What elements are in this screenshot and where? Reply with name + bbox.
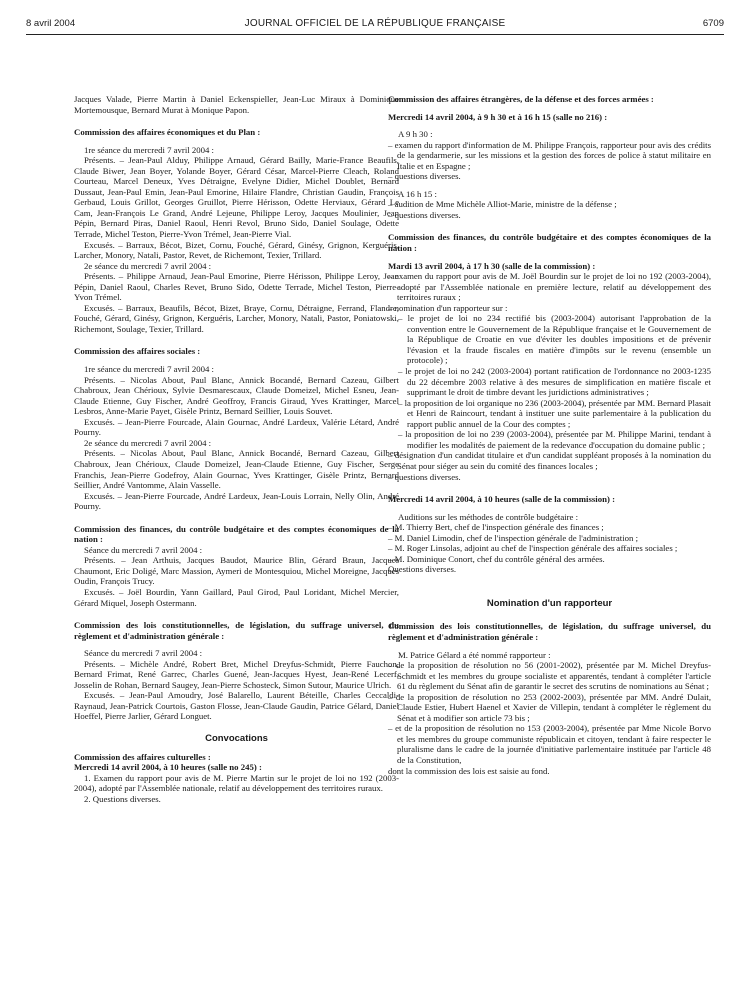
section-heading: Mercredi 14 avril 2004, à 9 h 30 et à 16 h 15 (salle no 216) :: [388, 111, 608, 122]
list-item: – examen du rapport d'information de M. Philippe François, rapporteur pour avis des crédits de la gendarmerie, sur les missions et la gestion des forces de police à statut militaire en Italie et en Espagne ;: [388, 139, 711, 171]
paragraph: Excusés. – Jean-Pierre Fourcade, André Lardeux, Jean-Louis Lorrain, Nelly Olin, André Pourny.: [74, 490, 399, 512]
spacer: [74, 512, 399, 524]
spacer: [74, 115, 399, 127]
section-heading: Commission des affaires économiques et du Plan :: [74, 127, 261, 138]
left-column: [74, 94, 399, 804]
paragraph: Séance du mercredi 7 avril 2004 :: [84, 544, 203, 555]
paragraph: Excusés. – Barraux, Bécot, Bizet, Cornu, Fouché, Gérard, Ginésy, Grignon, Kerguéris, Larcher, Monory, Natali, Pastor, Revet, de Richemont, Texier, Trillard.: [74, 239, 399, 261]
spacer: [74, 357, 399, 364]
paragraph: Excusés. – Joël Bourdin, Yann Gaillard, Paul Girod, Paul Loridant, Michel Mercier, Gérard Miquel, Joseph Ostermann.: [74, 586, 399, 608]
section-heading: Mercredi 14 avril 2004, à 10 heures (salle no 245) :: [74, 762, 262, 773]
header-title: JOURNAL OFFICIEL DE LA RÉPUBLIQUE FRANÇAISE: [244, 18, 506, 29]
header-page-number: 6709: [702, 18, 724, 29]
spacer: [74, 138, 399, 145]
list-item: – désignation d'un candidat titulaire et d'un candidat suppléant proposés à la nomination du Sénat pour siéger au sein du comité des finances locales ;: [388, 450, 711, 471]
section-heading: Commission des affaires sociales :: [74, 346, 201, 357]
spacer: [388, 482, 711, 494]
spacer: [388, 505, 711, 512]
spacer: [388, 182, 711, 189]
sub-list-item: – le projet de loi no 234 rectifié bis (2003-2004) autorisant l'approbation de la convention entre le Gouvernement de la République française et le Gouvernement de la République de Croatie en vue d'éviter les doubles impositions et de prévenir l'évasion et la fraude fiscales en matière d'impôts sur le revenu (ensemble un protocole) ;: [398, 313, 711, 366]
paragraph: 2e séance du mercredi 7 avril 2004 :: [84, 437, 212, 448]
spacer: [388, 220, 711, 232]
paragraph: Excusés. – Barraux, Beaufils, Bécot, Bizet, Braye, Cornu, Détraigne, Ferrand, Flandre, Fouché, Gérard, Ginésy, Grignon, Kerguéris, Larcher, Monory, Natali, Pastor, Poniatowski, Richemont, Soulage, Texier, Trillard.: [74, 302, 399, 334]
paragraph: Présents. – Michèle André, Robert Bret, Michel Dreyfus-Schmidt, Pierre Fauchon, Bernard Frimat, René Garrec, Charles Guené, Jean-Jacques Hyest, Jean-René Lecerf, Josselin de Rohan, Bernard Saugey, Jean-Pierre Schosteck, Simon Sutour, Maurice Ulrich.: [74, 658, 399, 690]
sub-list-item: – la proposition de loi no 239 (2003-2004), présentée par M. Philippe Marini, tendant à modifier les modalités de paiement de la redevance d'occupation du domaine public ;: [398, 429, 711, 450]
list-item: – examen du rapport pour avis de M. Joël Bourdin sur le projet de loi no 192 (2003-2004), adopté par l'Assemblée nationale en première lecture, relatif au développement des territoires ruraux ;: [388, 271, 711, 303]
paragraph: Excusés. – Jean-Paul Amoudry, José Balarello, Laurent Béteille, Charles Ceccaldi-Raynaud, Jean-Patrick Courtois, Gaston Flosse, Jean-Claude Gaudin, Patrice Gélard, Daniel Hoeffel, Pierre Jarlier, Gérard Longuet.: [74, 690, 399, 722]
right-column: [388, 94, 711, 776]
paragraph: Présents. – Jean-Paul Alduy, Philippe Arnaud, Gérard Bailly, Marie-France Beaufils, Claude Biwer, Jean Boyer, Yolande Boyer, Gérard César, Marcel-Pierre Cleach, Roland Courteau, Marcel Deneux, Yves Détraigne, Evelyne Didier, Michel Doublet, Bernard Dussaut, Jean-Paul Emin, Jean-Paul Emorine, Hilaire Flandre, Christian Gaudin, François Gerbaud, Louis Grillot, Georges Gruillot, Pierre Hérisson, Odette Herviaux, Gérard Le Cam, Jean-François Le Grand, André Lejeune, Philippe Leroy, Jacques Moulinier, Jean Pépin, Bernard Piras, Daniel Raoul, Henri Revol, Bruno Sido, Daniel Soulage, Odette Terrade, Michel Teston, Pierre-Yvon Trémel, Jean-Pierre Vial.: [74, 155, 399, 240]
section-heading: Commission des lois constitutionnelles, de législation, du suffrage universel, du règlement et d'administration générale :: [388, 621, 711, 642]
paragraph: Questions diverses.: [388, 564, 457, 575]
spacer: [388, 105, 711, 112]
section-heading: Commission des lois constitutionnelles, de législation, du suffrage universel, du règlement et d'administration générale :: [74, 620, 399, 641]
sub-list-item: – la proposition de loi organique no 236 (2003-2004), présentée par MM. Bernard Plasait et Henri de Raincourt, tendant à instituer une suite parlementaire à la publication du rapport public annuel de la Cour des comptes ;: [398, 397, 711, 429]
paragraph: Jacques Valade, Pierre Martin à Daniel Eckenspieller, Jean-Luc Miraux à Dominique Mortemousque, Bernard Murat à Monique Papon.: [74, 94, 399, 115]
centered-heading: Convocations: [205, 732, 268, 744]
paragraph: 1re séance du mercredi 7 avril 2004 :: [84, 144, 214, 155]
page-header: [26, 18, 724, 34]
paragraph: Présents. – Nicolas About, Paul Blanc, Annick Bocandé, Bernard Cazeau, Gilbert Chabroux, Jean Chérioux, Sylvie Desmarescaux, Claude Domeizel, Michel Esneu, Jean-Claude Etienne, Guy Fischer, André Geoffroy, Francis Giraud, Yves Krattinger, Marcel Lesbros, Anne-Marie Payet, Gisèle Printz, Bernard Seillier, Louis Souvet.: [74, 374, 399, 417]
list-item: – questions diverses.: [388, 209, 461, 220]
header-date: 8 avril 2004: [26, 18, 76, 29]
paragraph: 2. Questions diverses.: [84, 793, 161, 804]
list-item: – de la proposition de résolution no 253 (2002-2003), présentée par MM. André Dulait, Claude Estier, Hubert Haenel et Xavier de Villepin, tendant à compléter le règlement du Sénat et à modifier son article 73 bis ;: [388, 691, 711, 723]
header-rule: [26, 34, 724, 35]
paragraph: 1re séance du mercredi 7 avril 2004 :: [84, 364, 214, 375]
list-item: – questions diverses.: [388, 171, 461, 182]
section-heading: Commission des finances, du contrôle budgétaire et des comptes économiques de la nation :: [388, 232, 711, 254]
paragraph: Présents. – Jean Arthuis, Jacques Baudot, Maurice Blin, Gérard Braun, Jacques Chaumont, Eric Doligé, Marc Massion, Aymeri de Montesquiou, Michel Moreigne, Jacques Oudin, François Trucy.: [74, 555, 399, 587]
paragraph: Séance du mercredi 7 avril 2004 :: [84, 648, 203, 659]
spacer: [388, 609, 711, 621]
paragraph: A 9 h 30 :: [398, 129, 433, 140]
list-item: – audition de Mme Michèle Alliot-Marie, ministre de la défense ;: [388, 199, 617, 210]
spacer: [388, 643, 711, 650]
list-item: – nomination d'un rapporteur sur :: [388, 302, 508, 313]
centered-heading: Nomination d'un rapporteur: [486, 597, 613, 609]
sub-list-item: – le projet de loi no 242 (2003-2004) portant ratification de l'ordonnance no 2003-1235 du 22 décembre 2003 relative à des mesures de simplification en matière fiscale et supprimant le droit de timbre devant les juridictions administratives ;: [398, 366, 711, 398]
paragraph: 2e séance du mercredi 7 avril 2004 :: [84, 260, 212, 271]
list-item: – M. Thierry Bert, chef de l'inspection générale des finances ;: [388, 522, 604, 533]
paragraph: M. Patrice Gélard a été nommé rapporteur :: [398, 649, 551, 660]
section-heading: Commission des affaires étrangères, de la défense et des forces armées :: [388, 94, 654, 104]
paragraph: Excusés. – Jean-Pierre Fourcade, Alain Gournac, André Lardeux, Valérie Létard, André Pourny.: [74, 416, 399, 438]
spacer: [388, 122, 711, 129]
list-item: – et de la proposition de résolution no 153 (2003-2004), présentée par Mme Nicole Borvo et les membres du groupe communiste républicain et citoyen, tendant à faire respecter le pluralisme dans le cadre de la journée d'initiative parlementaire instituée par l'article 48 de la Constitution,: [388, 723, 711, 765]
list-item: – M. Daniel Limodin, chef de l'inspection générale de l'administration ;: [388, 532, 639, 543]
paragraph: 1. Examen du rapport pour avis de M. Pierre Martin sur le projet de loi no 192 (2003-2004), adopté par l'Assemblée nationale, relatif au développement des territoires ruraux.: [74, 772, 399, 794]
section-heading: Commission des affaires culturelles :: [74, 751, 211, 762]
paragraph: Présents. – Philippe Arnaud, Jean-Paul Emorine, Pierre Hérisson, Philippe Leroy, Jean Pépin, Daniel Raoul, Charles Revet, Bruno Sido, Odette Terrade, Michel Teston, Pierre-Yvon Trémel.: [74, 271, 399, 303]
paragraph: A 16 h 15 :: [398, 188, 437, 199]
spacer: [74, 745, 399, 752]
paragraph: Auditions sur les méthodes de contrôle budgétaire :: [398, 511, 579, 522]
spacer: [74, 608, 399, 620]
list-item: – de la proposition de résolution no 56 (2001-2002), présentée par M. Michel Dreyfus-Schmidt et les membres du groupe socialiste et apparentés, tendant à compléter l'article 61 du règlement du Sénat afin de garantir le secret des scrutins de nominations au Sénat ;: [388, 660, 711, 692]
list-item: – M. Dominique Conort, chef du contrôle général des armées.: [388, 553, 605, 564]
list-item: – questions diverses.: [388, 471, 461, 482]
spacer: [388, 254, 711, 261]
list-item: – M. Roger Linsolas, adjoint au chef de l'inspection générale des affaires sociales ;: [388, 543, 678, 554]
paragraph: dont la commission des lois est saisie au fond.: [388, 765, 550, 776]
spacer: [388, 575, 711, 587]
section-heading: Commission des finances, du contrôle budgétaire et des comptes économiques de la nation :: [74, 523, 399, 545]
section-heading: Mercredi 14 avril 2004, à 10 heures (salle de la commission) :: [388, 494, 615, 505]
paragraph: Présents. – Nicolas About, Paul Blanc, Annick Bocandé, Bernard Cazeau, Gilbert Chabroux, Jean Chérioux, Claude Domeizel, Jean-Claude Etienne, Guy Fischer, Serge Franchis, Jean-Pierre Godefroy, Alain Gournac, Yves Krattinger, Gisèle Printz, Bernard Seillier, André Vantomme, Alain Vasselle.: [74, 448, 399, 491]
spacer: [74, 641, 399, 648]
section-heading: Mardi 13 avril 2004, à 17 h 30 (salle de la commission) :: [388, 260, 596, 271]
spacer: [74, 334, 399, 346]
